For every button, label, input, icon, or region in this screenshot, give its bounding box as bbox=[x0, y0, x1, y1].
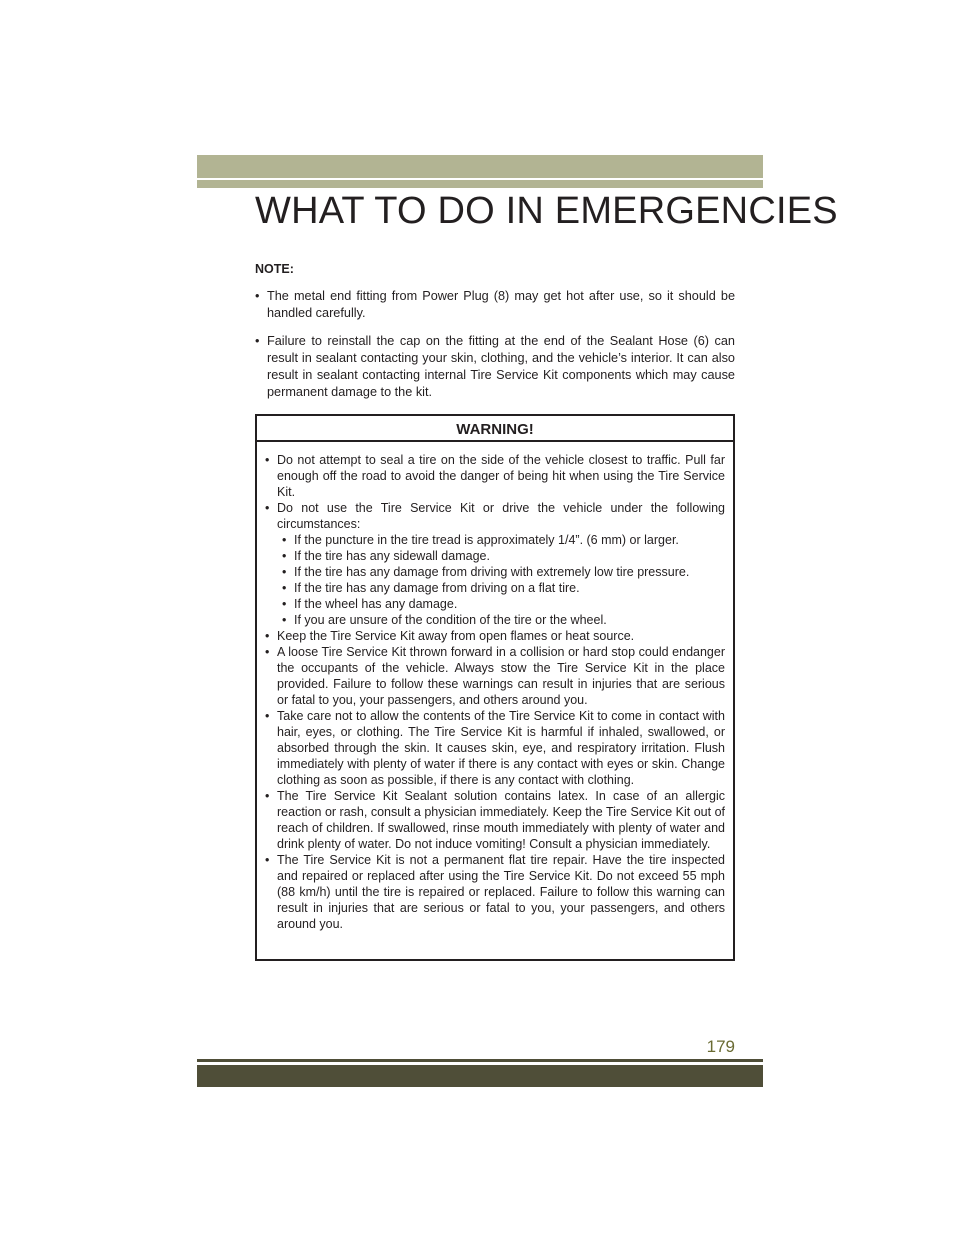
warning-sub-item bbox=[265, 612, 725, 628]
header-band-stripe bbox=[197, 180, 763, 188]
warning-sub-item-text: If the tire has any sidewall damage. bbox=[294, 549, 490, 563]
warning-title: WARNING! bbox=[456, 421, 534, 438]
warning-item-text: Do not use the Tire Service Kit or drive the vehicle under the following circumstances: bbox=[277, 501, 725, 531]
bullet-icon: • bbox=[255, 289, 260, 303]
note-list bbox=[255, 288, 735, 401]
bullet-icon: • bbox=[255, 334, 260, 348]
warning-sub-item-text: If you are unsure of the condition of the tire or the wheel. bbox=[294, 613, 607, 627]
warning-sub-item-text: If the tire has any damage from driving with extremely low tire pressure. bbox=[294, 565, 690, 579]
bullet-icon: • bbox=[282, 613, 287, 627]
note-item bbox=[255, 288, 735, 322]
warning-sub-item bbox=[265, 580, 725, 596]
footer-band-stripe bbox=[197, 1059, 763, 1062]
warning-item-text: The Tire Service Kit Sealant solution contains latex. In case of an allergic reaction or rash, consult a physician immediately. Keep the Tire Service Kit out of reach of children. If swallowed, rinse mouth immediately with plenty of water and drink plenty of water. Do not induce vomiting! Consult a physician immediately. bbox=[277, 789, 725, 851]
note-item-text: Failure to reinstall the cap on the fitting at the end of the Sealant Hose (6) can result in sealant contacting your skin, clothing, and the vehicle’s interior. It can also result in sealant contacting internal Tire Service Kit components which may cause permanent damage to the kit. bbox=[267, 334, 735, 399]
note-item bbox=[255, 333, 735, 401]
section-title: WHAT TO DO IN EMERGENCIES bbox=[255, 190, 838, 232]
warning-box bbox=[255, 414, 735, 961]
bullet-icon: • bbox=[282, 549, 287, 563]
warning-item-text: Take care not to allow the contents of the Tire Service Kit to come in contact with hair, eyes, or clothing. The Tire Service Kit is harmful if inhaled, swallowed, or absorbed through the skin. It causes skin, eye, and respiratory irritation. Flush immediately with plenty of water if there is any contact with eyes or skin. Change clothing as soon as possible, if there is any contact with clothing. bbox=[277, 709, 725, 787]
warning-item-text: Keep the Tire Service Kit away from open flames or heat source. bbox=[277, 629, 635, 643]
bullet-icon: • bbox=[265, 709, 270, 723]
warning-item-text: The Tire Service Kit is not a permanent flat tire repair. Have the tire inspected and repaired or replaced after using the Tire Service Kit. Do not exceed 55 mph (88 km/h) until the tire is repaired or replaced. Failure to follow this warning can result in injuries that are serious or fatal to you, your passengers, and others around you. bbox=[277, 853, 725, 931]
header-band bbox=[197, 155, 763, 178]
note-item-text: The metal end fitting from Power Plug (8) may get hot after use, so it should be handled carefully. bbox=[267, 289, 735, 320]
page-number: 179 bbox=[706, 1037, 735, 1056]
bullet-icon: • bbox=[265, 629, 270, 643]
bullet-icon: • bbox=[265, 645, 270, 659]
warning-sub-item-text: If the tire has any damage from driving on a flat tire. bbox=[294, 581, 580, 595]
bullet-icon: • bbox=[282, 533, 287, 547]
warning-sub-item bbox=[265, 532, 725, 548]
warning-sub-item bbox=[265, 564, 725, 580]
warning-item bbox=[265, 500, 725, 532]
warning-sub-item-text: If the wheel has any damage. bbox=[294, 597, 458, 611]
note-label: NOTE: bbox=[255, 262, 294, 276]
warning-sub-item bbox=[265, 548, 725, 564]
warning-item bbox=[265, 852, 725, 932]
warning-item bbox=[265, 708, 725, 788]
bullet-icon: • bbox=[265, 853, 270, 867]
bullet-icon: • bbox=[282, 581, 287, 595]
bullet-icon: • bbox=[282, 597, 287, 611]
warning-item-text: Do not attempt to seal a tire on the side of the vehicle closest to traffic. Pull far enough off the road to avoid the danger of being hit when using the Tire Service Kit. bbox=[277, 453, 725, 499]
footer-band bbox=[197, 1065, 763, 1087]
warning-item bbox=[265, 452, 725, 500]
bullet-icon: • bbox=[282, 565, 287, 579]
warning-item bbox=[265, 644, 725, 708]
warning-item-text: A loose Tire Service Kit thrown forward in a collision or hard stop could endanger the occupants of the vehicle. Always stow the Tire Service Kit in the place provided. Failure to follow these warnings can result in injuries that are serious or fatal to you, your passengers, and others around you. bbox=[277, 645, 725, 707]
note-section bbox=[255, 262, 735, 412]
bullet-icon: • bbox=[265, 453, 270, 467]
warning-sub-item-text: If the puncture in the tire tread is approximately 1/4”. (6 mm) or larger. bbox=[294, 533, 679, 547]
warning-body bbox=[257, 442, 733, 932]
warning-sub-item bbox=[265, 596, 725, 612]
warning-item bbox=[265, 628, 725, 644]
bullet-icon: • bbox=[265, 501, 270, 515]
bullet-icon: • bbox=[265, 789, 270, 803]
warning-item bbox=[265, 788, 725, 852]
